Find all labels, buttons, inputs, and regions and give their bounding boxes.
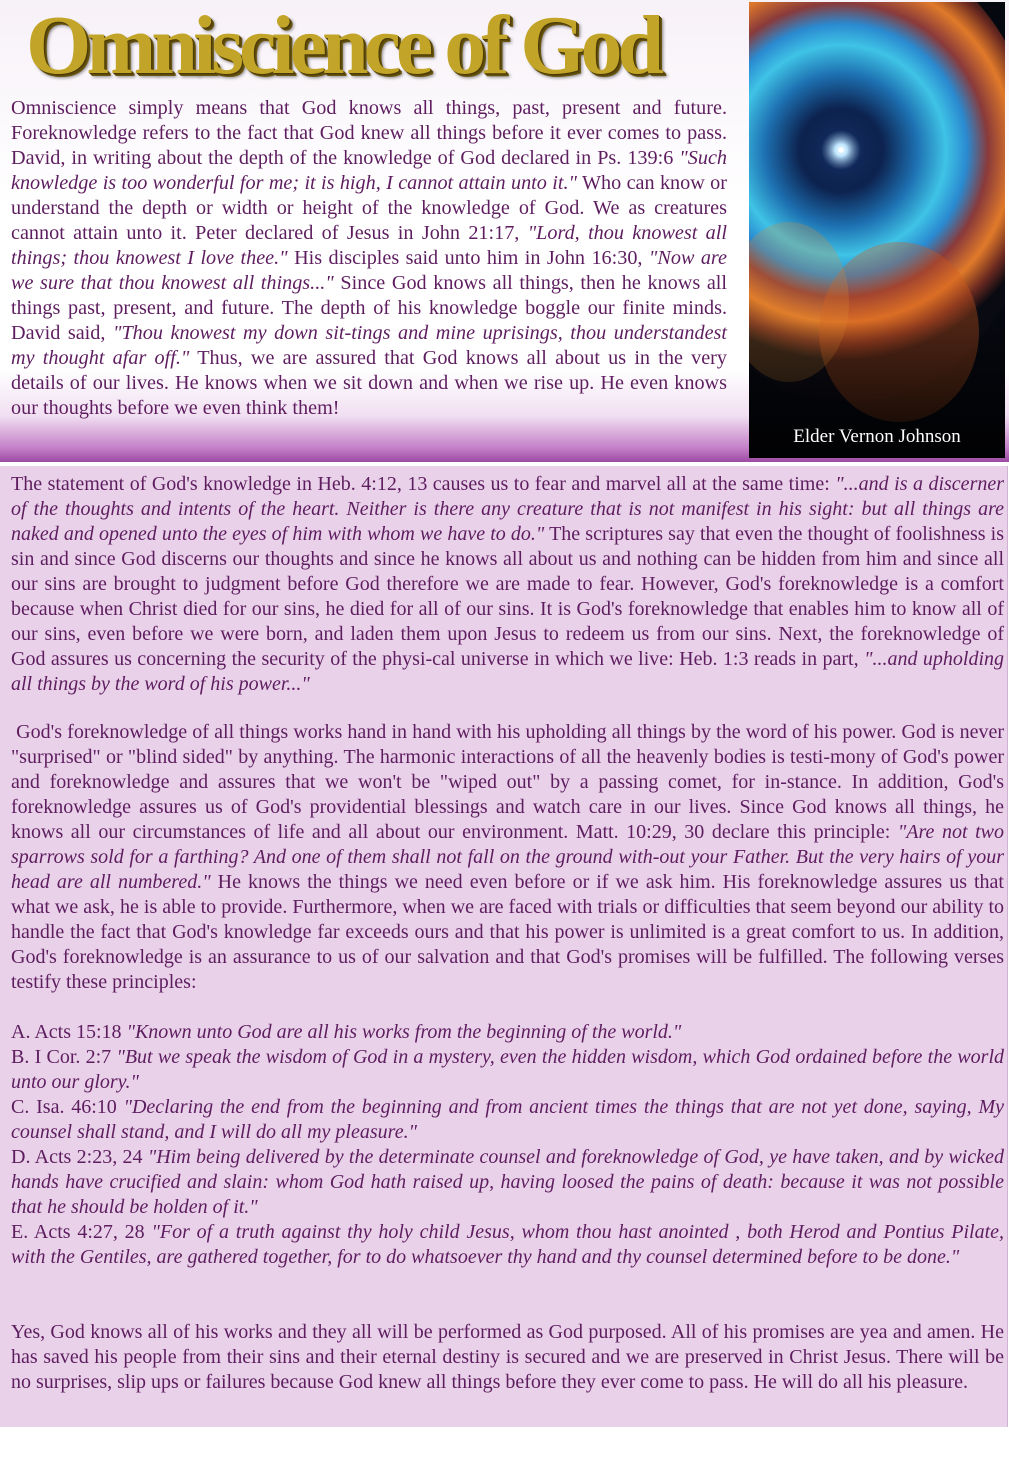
paragraph-foreknowledge <box>11 720 1004 995</box>
scripture-quote: "Thou knowest my down sit-tings and mine uprisings, thou understandest my thought afar off." <box>11 322 727 369</box>
text-run: The statement of God's knowledge in Heb. 4:12, 13 causes us to fear and marvel all at the same time: <box>11 473 836 495</box>
main-content-panel <box>0 466 1008 1427</box>
image-caption: Elder Vernon Johnson <box>793 426 961 447</box>
text-run: His disciples said unto him in John 16:30, <box>287 247 649 269</box>
closing-paragraph: Yes, God knows all of his works and they all will be performed as God purposed. All of his promises are yea and amen. He has saved his people from their sins and their eternal destiny is secured and we are preserved in Christ Jesus. There will be no surprises, slip ups or failures because God knew all things before they ever come to pass. He will do all his pleasure. <box>11 1321 1004 1393</box>
scripture-quote: "Are not two sparrows sold for a farthing? And one of them shall not fall on the ground with-out your Father. But the very hairs of your head are all numbered." <box>11 821 1004 893</box>
text-run: Thus, we are assured that God knows all about us in the very details of our lives. He knows when we sit down and when we rise up. He even knows our thoughts before we even think them! <box>11 347 727 419</box>
verse-reference: C. Isa. 46:10 <box>11 1096 124 1118</box>
verse-reference: B. I Cor. 2:7 <box>11 1046 117 1068</box>
verse-reference: E. Acts 4:27, 28 <box>11 1221 152 1243</box>
verse-item <box>11 1095 1004 1145</box>
scripture-quote: "Such knowledge is too wonderful for me; it is high, I cannot attain unto it." <box>11 147 727 194</box>
verse-item <box>11 1145 1004 1220</box>
verse-reference: D. Acts 2:23, 24 <box>11 1146 148 1168</box>
verse-item <box>11 1020 1004 1045</box>
verse-item <box>11 1045 1004 1095</box>
text-run: God's foreknowledge of all things works hand in hand with his upholding all things by the word of his power. God is never "surprised" or "blind sided" by anything. The harmonic interactions of all the heavenly bodies is testi-mony of God's power and foreknowledge and assures that we won't be "wiped out" by a passing comet, for in-stance. In addition, God's foreknowledge assures us of God's providential blessings and watch care in our lives. Since God knows all things, he knows all our circumstances of life and all about our environment. Matt. 10:29, 30 declare this principle: <box>11 721 1004 843</box>
scripture-quote: "...and is a discerner of the thoughts and intents of the heart. Neither is there any creature that is not manifest in his sight: but all things are naked and opened unto the eyes of him with whom we have to do." <box>11 473 1005 545</box>
text-run: He knows the things we need even before or if we ask him. His foreknowledge assures us that what we ask, he is able to provide. Furthermore, when we are faced with trials or difficulties that seem beyond our ability to handle the fact that God's knowledge far exceeds ours and that his power is unlimited is a great comfort to us. In addition, God's foreknowledge is an assurance to us of our salvation and that God's promises will be fulfilled. The following verses testify these principles: <box>11 871 1004 993</box>
header-section <box>0 0 1009 462</box>
verse-item <box>11 1220 1004 1270</box>
scripture-quote: "Now are we sure that thou knowest all things..." <box>11 247 727 294</box>
verse-quote: "But we speak the wisdom of God in a mystery, even the hidden wisdom, which God ordained before the world unto our glory." <box>11 1046 1004 1093</box>
paragraph-heb-4-12 <box>11 472 1004 697</box>
text-run: Since God knows all things, then he knows all things past, present, and future. The depth of his knowledge boggle our finite minds. David said, <box>11 272 728 344</box>
scripture-quote: "Lord, thou knowest all things; thou knowest I love thee." <box>11 222 727 269</box>
verse-quote: "Him being delivered by the determinate counsel and foreknowledge of God, ye have taken, and by wicked hands have crucified and slain: whom God hath raised up, having loosed the pains of death: because it was not possible that he should be holden of it." <box>11 1146 1004 1218</box>
helix-nebula-eye-image <box>749 2 1005 458</box>
nebula-image <box>749 2 1005 458</box>
text-run: Who can know or understand the depth or width or height of the knowledge of God. We as creatures cannot attain unto it. Peter declared of Jesus in John 21:17, <box>11 172 727 244</box>
scripture-quote: "...and upholding all things by the word of his power..." <box>11 648 1005 695</box>
text-run: Omniscience simply means that God knows all things, past, present and future. Foreknowledge refers to the fact that God knew all things before it ever comes to pass. David, in writing about the depth of the knowledge of God declared in Ps. 139:6 <box>11 97 727 169</box>
verse-quote: "Known unto God are all his works from the beginning of the world." <box>126 1021 682 1043</box>
text-run: The scriptures say that even the thought of foolishness is sin and since God discerns our thoughts and since he knows all about us and nothing can be hidden from him and since all our sins are brought to judgment before God therefore we are made to fear. However, God's foreknowledge is a comfort because when Christ died for our sins, he died for all of our sins. It is God's foreknowledge that enables him to know all of our sins, even before we were born, and laden them upon Jesus to redeem us from our sins. Next, the foreknowledge of God assures us concerning the security of the physi-cal universe in which we live: Heb. 1:3 reads in part, <box>11 523 1005 670</box>
page-title: Omniscience of God <box>26 0 660 92</box>
verse-quote: "Declaring the end from the beginning and from ancient times the things that are not yet done, saying, My counsel shall stand, and I will do all my pleasure." <box>11 1096 1004 1143</box>
verse-reference: A. Acts 15:18 <box>11 1021 127 1043</box>
intro-paragraph <box>11 96 727 421</box>
verse-quote: "For of a truth against thy holy child Jesus, whom thou hast anointed , both Herod and Pontius Pilate, with the Gentiles, are gathered together, for to do whatsoever thy hand and thy counsel determined before to be done." <box>11 1221 1005 1268</box>
